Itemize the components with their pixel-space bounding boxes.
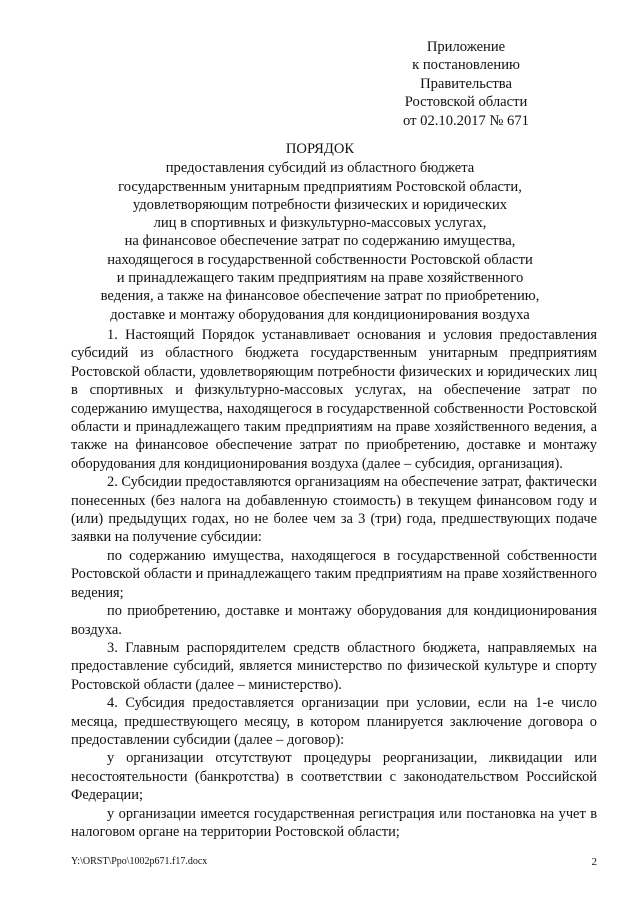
paragraph-2: 2. Субсидии предоставляются организациям на обеспечение затрат, фактически понесенных (без налога на добавленную стоимость) в текущем финансовом году и (или) предыдущих годах, но не более чем за 3 (три) года, предшествующих подаче заявки на получение субсидии: (71, 474, 597, 546)
appendix-line: Ростовской области (404, 94, 528, 111)
document-body (71, 326, 597, 841)
appendix-line: Приложение (426, 39, 506, 55)
title-line: и принадлежащего таким предприятиям на праве хозяйственного (116, 270, 524, 287)
paragraph-4: 4. Субсидия предоставляется организации при условии, если на 1-е число месяца, предшествующего месяцу, в котором планируется заключение договора о предоставлении субсидии (далее – договор): (71, 695, 597, 748)
title-line: доставке и монтажу оборудования для кондиционирования воздуха (110, 306, 530, 323)
paragraph-2-item-2: по приобретению, доставке и монтажу оборудования для кондиционирования воздуха. (71, 603, 597, 638)
page-number: 2 (591, 856, 597, 868)
paragraph-3: 3. Главным распорядителем средств областного бюджета, направляемых на предоставление субсидий, является министерство по физической культуре и спорту Ростовской области (далее – министерство). (71, 639, 597, 693)
paragraph-1: 1. Настоящий Порядок устанавливает основания и условия предоставления субсидий из областного бюджета государственным унитарным предприятиям Ростовской области, удовлетворяющим потребности физических и юридических лиц в спортивных и физкультурно-массовых услугах, на обеспечение затрат по содержанию имущества, находящегося в государственной собственности Ростовской области и принадлежащего таким предприятиям на праве хозяйственного ведения, а также на финансовое обеспечение затрат по приобретению, доставке и монтажу оборудования для кондиционирования воздуха (далее – субсидия, организация). (71, 327, 597, 472)
paragraph-4-item-1: у организации отсутствуют процедуры реорганизации, ликвидации или несостоятельности (банкротства) в соответствии с законодательством Российской Федерации; (71, 750, 597, 804)
title-line: лиц в спортивных и физкультурно-массовых услугах, (153, 215, 487, 232)
paragraph-2-item-1: по содержанию имущества, находящегося в государственной собственности Ростовской области и принадлежащего таким предприятиям на праве хозяйственного ведения; (71, 547, 597, 601)
document-title (60, 140, 580, 324)
appendix-line: Правительства (420, 75, 512, 92)
file-path: Y:\ORST\Ppo\1002p671.f17.docx (71, 856, 208, 867)
appendix-block (366, 38, 566, 130)
title-line: на финансовое обеспечение затрат по содержанию имущества, (124, 233, 516, 250)
title-heading: ПОРЯДОК (285, 141, 355, 157)
appendix-line: от 02.10.2017 № 671 (403, 112, 529, 129)
paragraph-4-item-2: у организации имеется государственная регистрация или постановка на учет в налоговом органе на территории Ростовской области; (71, 805, 597, 840)
title-line: удовлетворяющим потребности физических и юридических (132, 196, 508, 213)
title-line: находящегося в государственной собственности Ростовской области (107, 251, 533, 268)
appendix-line: к постановлению (412, 57, 520, 74)
title-line: предоставления субсидий из областного бюджета (165, 160, 475, 177)
title-line: государственным унитарным предприятиям Ростовской области, (118, 178, 522, 195)
title-line: ведения, а также на финансовое обеспечение затрат по приобретению, (100, 288, 540, 305)
